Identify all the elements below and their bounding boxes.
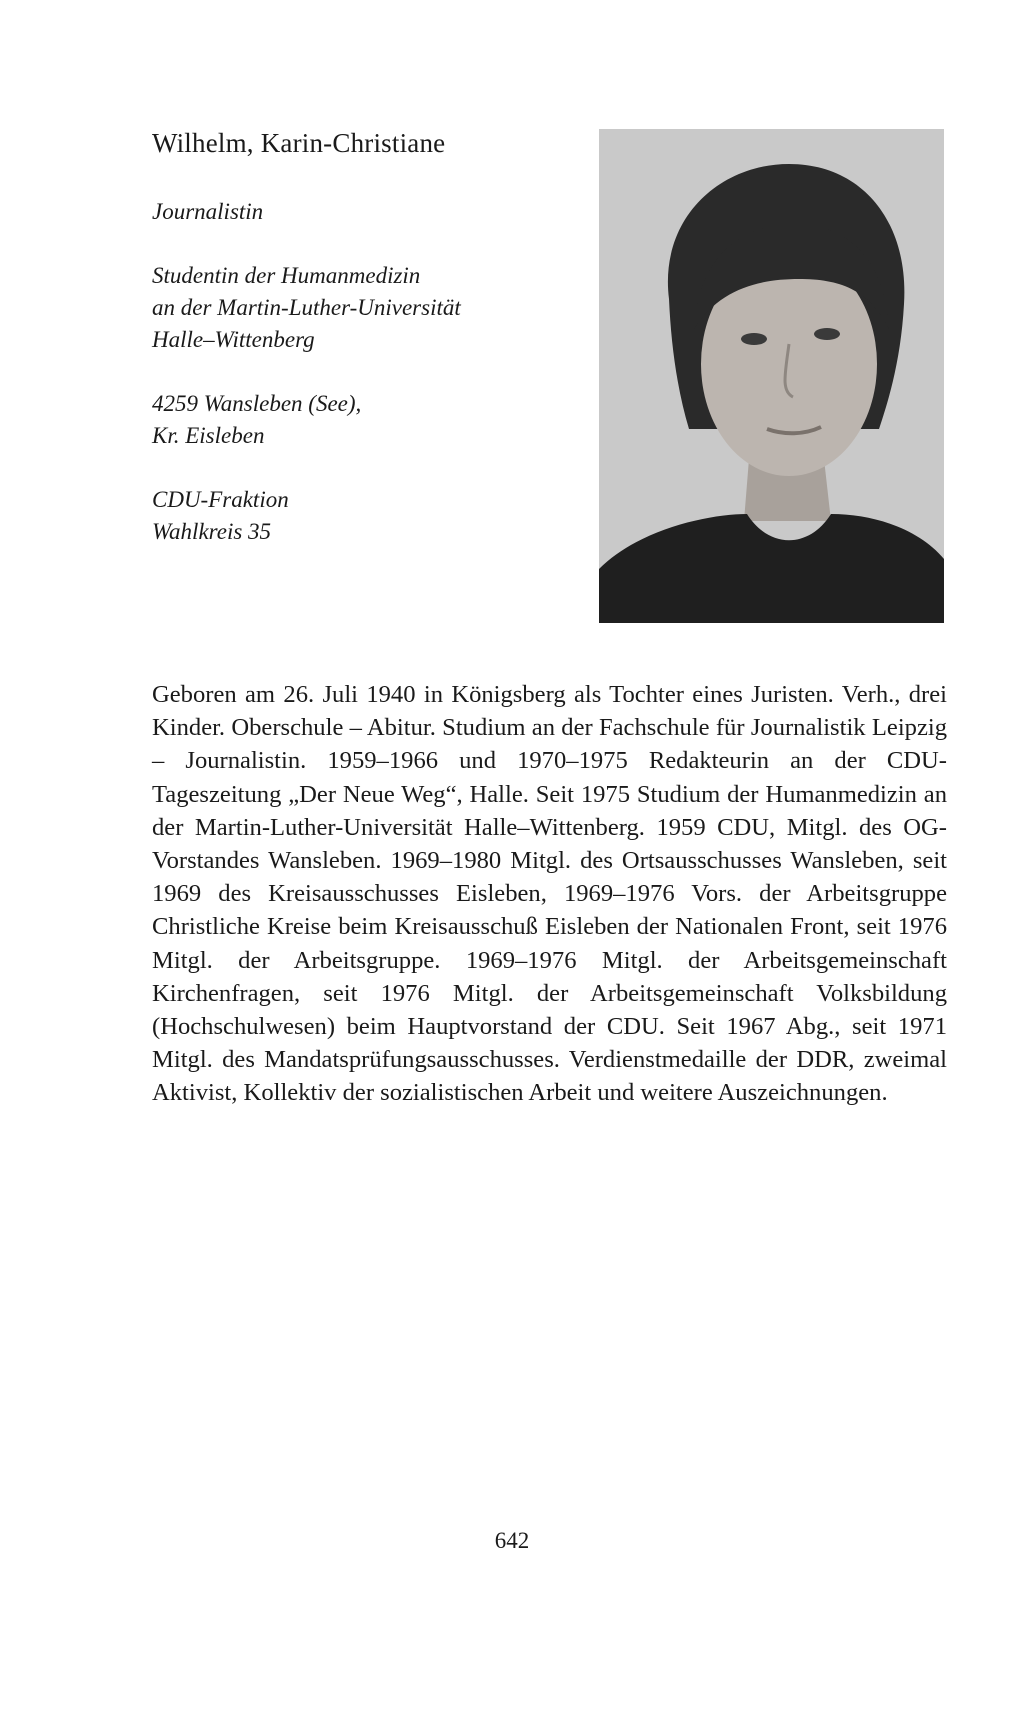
profession: Journalistin — [152, 199, 264, 224]
faction-block — [152, 484, 572, 548]
profession-block — [152, 196, 572, 228]
left-eye — [741, 333, 767, 345]
biography-text: Geboren am 26. Juli 1940 in Königsberg als Tochter eines Juristen. Verh., drei Kinder. Oberschule – Abitur. Studium an der Fachschule für Journalistik Leipzig – Journalistin. 1959–1966 und 1970–1975 Redakteurin an der CDU-Tageszeitung „Der Neue Weg“, Halle. Seit 1975 Studium der Humanmedizin an der Martin-Luther-Universität Halle–Wittenberg. 1959 CDU, Mitgl. des OG-Vorstandes Wansleben. 1969–1980 Mitgl. des Ortsausschusses Wansleben, seit 1969 des Kreisausschusses Eisleben, 1969–1976 Vors. der Arbeitsgruppe Christliche Kreise beim Kreisausschuß Eisleben der Nationalen Front, seit 1976 Mitgl. der Arbeitsgruppe. 1969–1976 Mitgl. der Arbeitsgemeinschaft Kirchenfragen, seit 1976 Mitgl. der Arbeitsgemeinschaft Volksbildung (Hochschulwesen) beim Hauptvorstand der CDU. Seit 1967 Abg., seit 1971 Mitgl. des Mandatsprüfungsausschusses. Verdienstmedaille der DDR, zweimal Aktivist, Kollektiv der sozialistischen Arbeit und weitere Auszeichnungen. — [152, 681, 947, 1107]
right-eye — [814, 328, 840, 340]
study-block — [152, 260, 572, 356]
portrait-photo — [599, 129, 944, 623]
study-line: an der Martin-Luther-Universität — [152, 295, 461, 320]
study-line: Studentin der Humanmedizin — [152, 263, 421, 288]
faction-line: CDU-Fraktion — [152, 487, 289, 512]
portrait-photo-icon — [599, 129, 944, 623]
address-line: 4259 Wansleben (See), — [152, 391, 362, 416]
person-name: Wilhelm, Karin-Christiane — [152, 128, 446, 158]
entry-info — [152, 196, 572, 580]
page-number: 642 — [494, 1528, 530, 1553]
faction-line: Wahlkreis 35 — [152, 519, 272, 544]
address-block — [152, 388, 572, 452]
address-line: Kr. Eisleben — [152, 423, 265, 448]
study-line: Halle–Wittenberg — [152, 327, 315, 352]
